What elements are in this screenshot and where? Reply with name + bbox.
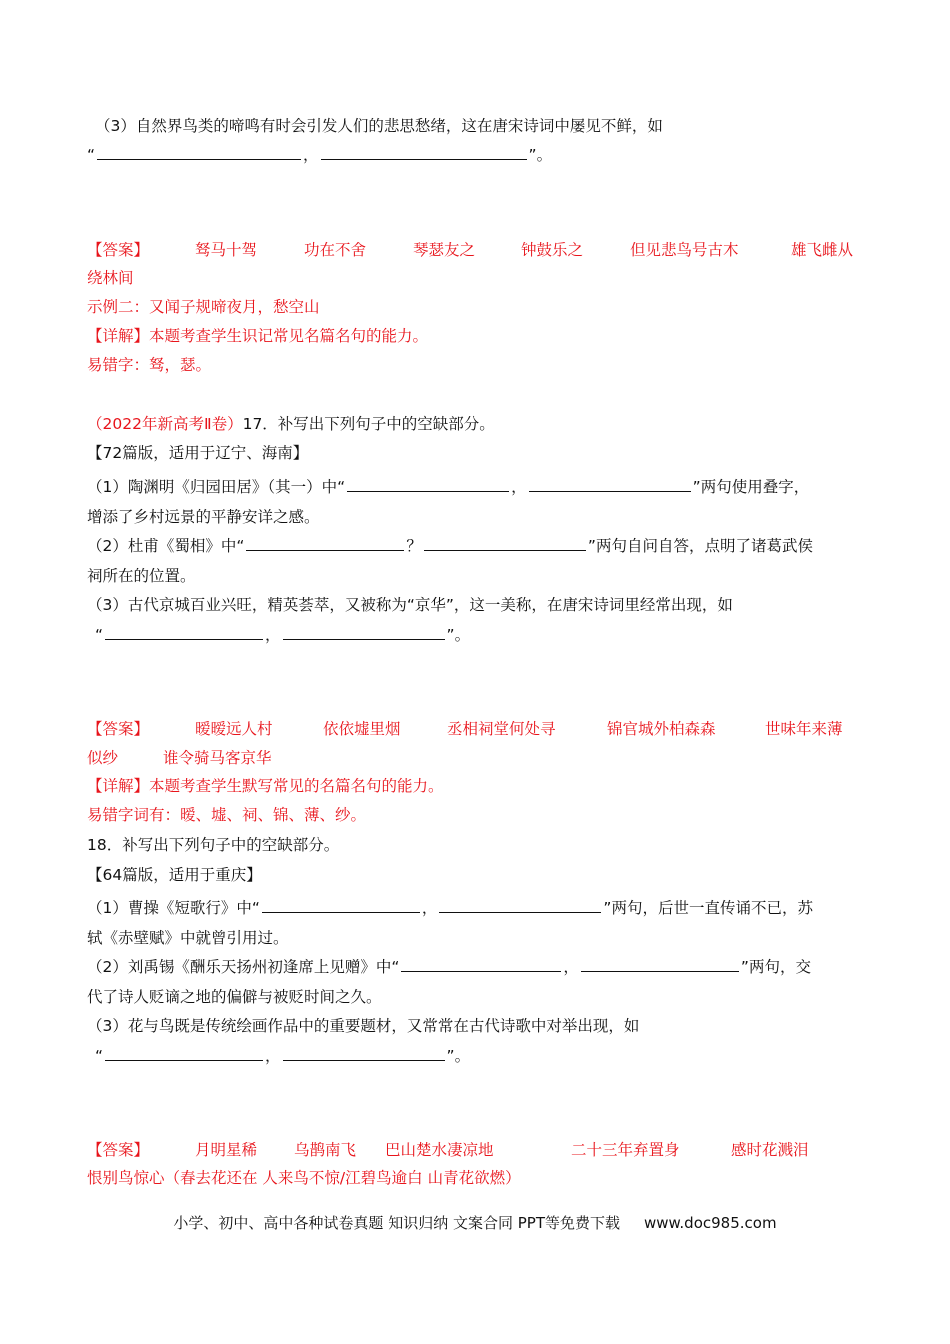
s1-q3-blank-2[interactable] bbox=[321, 144, 527, 160]
s3-q1-line2: 轼《赤壁赋》中就曾引用过。 bbox=[87, 929, 289, 947]
s3-q1-post: ”两句，后世一直传诵不已，苏 bbox=[603, 899, 813, 917]
s2-answer-item: 暧暧远人村 bbox=[195, 720, 273, 738]
s2-answer-item: 似纱 bbox=[87, 749, 119, 767]
s2-q2-pre: （2）杜甫《蜀相》中“ bbox=[87, 537, 245, 555]
s2-typo: 易错字词有：暧、墟、祠、锦、薄、纱。 bbox=[87, 806, 367, 824]
s3-q3-text: （3）花与鸟既是传统绘画作品中的重要题材，又常常在古代诗歌中对举出现，如 bbox=[87, 1017, 640, 1035]
s3-q1-blank-1[interactable] bbox=[262, 897, 420, 913]
s1-typo: 易错字：驽，瑟。 bbox=[87, 356, 212, 374]
s1-q3-blank-1[interactable] bbox=[97, 144, 301, 160]
s2-answer-row-1 bbox=[87, 717, 867, 739]
s3-q3-blank-1[interactable] bbox=[105, 1045, 263, 1061]
s1-answer-item: 雄飞雌从 bbox=[791, 241, 854, 259]
s1-answer-item: 但见悲鸟号古木 bbox=[630, 241, 739, 259]
s3-q1-pre: （1）曹操《短歌行》中“ bbox=[87, 899, 260, 917]
s2-answer-item: 锦官城外柏森森 bbox=[607, 720, 716, 738]
s2-q3-close-quote: ”。 bbox=[446, 626, 471, 644]
s2-answer-tag: 【答案】 bbox=[87, 720, 150, 738]
s2-q1-separator: ， bbox=[511, 478, 527, 496]
s3-q1-separator: ， bbox=[421, 899, 438, 917]
s1-q3-fill-line bbox=[87, 144, 552, 166]
s2-q2-separator: ？ bbox=[406, 537, 422, 555]
s1-detail: 【详解】本题考查学生识记常见名篇名句的能力。 bbox=[87, 327, 429, 345]
s2-q1-blank-2[interactable] bbox=[529, 476, 691, 492]
s3-answer-item: 月明星稀 bbox=[195, 1141, 258, 1159]
s2-answer-item: 依依墟里烟 bbox=[323, 720, 401, 738]
s3-q3-blank-2[interactable] bbox=[283, 1045, 445, 1061]
s3-q2-post: ”两句，交 bbox=[740, 958, 811, 976]
s3-q3-separator: ， bbox=[265, 1047, 281, 1065]
page-footer bbox=[0, 1212, 950, 1233]
s2-q1-post: ”两句使用叠字， bbox=[692, 478, 810, 496]
s2-answer-item: 谁令骑马客京华 bbox=[163, 749, 272, 767]
s1-q3-close-quote: ”。 bbox=[528, 146, 553, 164]
footer-text: 小学、初中、高中各种试卷真题 知识归纳 文案合同 PPT等免费下载 bbox=[173, 1214, 620, 1232]
s3-q3-close-quote: ”。 bbox=[446, 1047, 471, 1065]
s2-q3-blank-2[interactable] bbox=[283, 624, 445, 640]
s2-heading bbox=[87, 413, 495, 435]
s1-answer-row-2: 绕林间 bbox=[87, 269, 134, 287]
s2-q1-pre: （1）陶渊明《归园田居》（其一）中“ bbox=[87, 478, 346, 496]
s3-q2-line bbox=[87, 956, 811, 978]
s2-detail: 【详解】本题考查学生默写常见的名篇名句的能力。 bbox=[87, 777, 444, 795]
s1-answer-item: 驽马十驾 bbox=[195, 241, 258, 259]
s2-q1-blank-1[interactable] bbox=[347, 476, 509, 492]
s3-q1-blank-2[interactable] bbox=[439, 897, 601, 913]
s2-q3-blank-1[interactable] bbox=[105, 624, 263, 640]
s3-q2-pre: （2）刘禹锡《酬乐天扬州初逢席上见赠》中“ bbox=[87, 958, 400, 976]
s1-answer-row-1 bbox=[87, 238, 867, 260]
s2-title: 17．补写出下列句子中的空缺部分。 bbox=[242, 415, 495, 433]
s3-answer-row-2: 恨别鸟惊心（春去花还在 人来鸟不惊/江碧鸟逾白 山青花欲燃） bbox=[87, 1169, 521, 1187]
s3-answer-row-1 bbox=[87, 1138, 867, 1160]
s2-source: （2022年新高考Ⅱ卷） bbox=[87, 415, 243, 433]
s3-q3-fill-line bbox=[95, 1045, 470, 1067]
s2-q2-line2: 祠所在的位置。 bbox=[87, 567, 196, 585]
s2-q2-blank-2[interactable] bbox=[424, 535, 586, 551]
s3-answer-item: 乌鹊南飞 bbox=[294, 1141, 357, 1159]
s1-answer-item: 功在不舍 bbox=[304, 241, 367, 259]
s3-edition: 【64篇版，适用于重庆】 bbox=[87, 866, 262, 884]
s2-q2-post: ”两句自问自答，点明了诸葛武侯 bbox=[587, 537, 813, 555]
s3-answer-item: 感时花溅泪 bbox=[731, 1141, 809, 1159]
s2-q3-fill-line bbox=[95, 624, 470, 646]
s2-q1-line bbox=[87, 476, 809, 498]
footer-url[interactable]: www.doc985.com bbox=[643, 1214, 777, 1232]
s3-answer-tag: 【答案】 bbox=[87, 1141, 150, 1159]
s1-q3-separator: ， bbox=[303, 146, 319, 164]
s2-q3-open-quote: “ bbox=[95, 626, 104, 644]
s1-example2: 示例二：又闻子规啼夜月，愁空山 bbox=[87, 298, 320, 316]
s3-q2-line2: 代了诗人贬谪之地的偏僻与被贬时间之久。 bbox=[87, 988, 382, 1006]
s2-answer-item: 世味年来薄 bbox=[765, 720, 843, 738]
s3-answer-item: 二十三年弃置身 bbox=[571, 1141, 680, 1159]
s3-title: 18．补写出下列句子中的空缺部分。 bbox=[87, 836, 340, 854]
s1-answer-item: 钟鼓乐之 bbox=[521, 241, 584, 259]
s3-answer-item: 巴山楚水凄凉地 bbox=[385, 1141, 494, 1159]
s2-q2-line bbox=[87, 535, 813, 557]
s1-q3-text: （3）自然界鸟类的啼鸣有时会引发人们的悲思愁绪，这在唐宋诗词中屡见不鲜，如 bbox=[95, 117, 663, 135]
s3-q2-blank-2[interactable] bbox=[581, 956, 739, 972]
s2-q2-blank-1[interactable] bbox=[246, 535, 404, 551]
s2-q3-separator: ， bbox=[265, 626, 281, 644]
s1-q3-open-quote: “ bbox=[87, 146, 96, 164]
s1-answer-tag: 【答案】 bbox=[87, 241, 150, 259]
s3-q2-separator: ， bbox=[563, 958, 579, 976]
s2-answer-item: 丞相祠堂何处寻 bbox=[447, 720, 556, 738]
s3-q3-open-quote: “ bbox=[95, 1047, 104, 1065]
s2-answer-row-2 bbox=[87, 746, 867, 768]
s2-q3-text: （3）古代京城百业兴旺，精英荟萃，又被称为“京华”，这一美称，在唐宋诗词里经常出现，如 bbox=[87, 596, 733, 614]
s3-q2-blank-1[interactable] bbox=[401, 956, 561, 972]
s1-answer-item: 琴瑟友之 bbox=[413, 241, 476, 259]
s2-edition: 【72篇版，适用于辽宁、海南】 bbox=[87, 444, 309, 462]
s3-q1-line bbox=[87, 897, 813, 919]
s2-q1-line2: 增添了乡村远景的平静安详之感。 bbox=[87, 508, 320, 526]
